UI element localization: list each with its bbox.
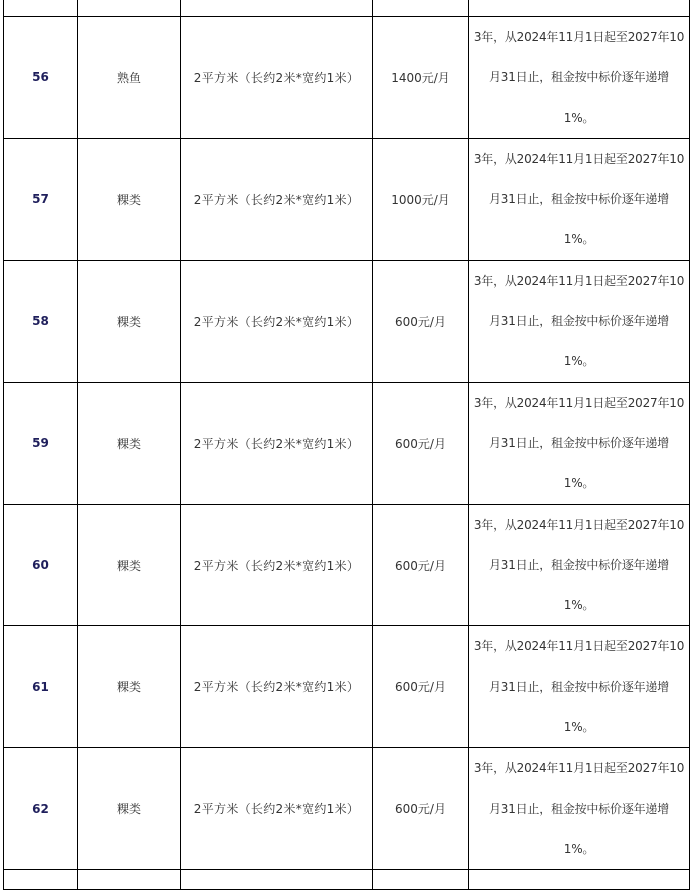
stall-area: 2平方米（长约2米*宽约1米） xyxy=(181,626,373,748)
cell-empty xyxy=(4,870,78,890)
row-number: 57 xyxy=(4,138,78,260)
lease-term-line: 3年，从2024年11月1日起至2027年10 xyxy=(473,639,685,654)
cell-empty xyxy=(4,0,78,17)
lease-term-line: 1%。 xyxy=(563,841,595,856)
lease-term-line: 月31日止，租金按中标价逐年递增 xyxy=(488,435,670,450)
monthly-rent: 600元/月 xyxy=(373,626,469,748)
monthly-rent: 1000元/月 xyxy=(373,138,469,260)
table-row xyxy=(4,748,690,870)
lease-term-line: 月31日止，租金按中标价逐年递增 xyxy=(488,70,670,85)
lease-term xyxy=(469,17,690,139)
stall-category: 粿类 xyxy=(78,748,181,870)
table-row xyxy=(4,260,690,382)
table-row xyxy=(4,504,690,626)
stall-area: 2平方米（长约2米*宽约1米） xyxy=(181,260,373,382)
lease-term-line: 月31日止，租金按中标价逐年递增 xyxy=(488,679,670,694)
stall-rental-table xyxy=(3,0,690,890)
lease-term-line: 3年，从2024年11月1日起至2027年10 xyxy=(473,395,685,410)
stall-category: 粿类 xyxy=(78,382,181,504)
row-number: 56 xyxy=(4,17,78,139)
row-number: 61 xyxy=(4,626,78,748)
stall-area: 2平方米（长约2米*宽约1米） xyxy=(181,504,373,626)
stall-category: 熟鱼 xyxy=(78,17,181,139)
table-row xyxy=(4,626,690,748)
row-number: 60 xyxy=(4,504,78,626)
lease-term-line: 3年，从2024年11月1日起至2027年10 xyxy=(473,30,685,44)
lease-term xyxy=(469,626,690,748)
row-number: 58 xyxy=(4,260,78,382)
cell-empty xyxy=(373,0,469,17)
lease-term-line: 1%。 xyxy=(563,110,595,125)
lease-term-line: 3年，从2024年11月1日起至2027年10 xyxy=(473,151,685,166)
stall-area: 2平方米（长约2米*宽约1米） xyxy=(181,382,373,504)
lease-term-line: 1%。 xyxy=(563,354,595,369)
lease-term xyxy=(469,260,690,382)
lease-term xyxy=(469,382,690,504)
monthly-rent: 600元/月 xyxy=(373,382,469,504)
cell-empty xyxy=(373,870,469,890)
lease-term-line: 3年，从2024年11月1日起至2027年10 xyxy=(473,273,685,288)
table-row-partial-bottom xyxy=(4,870,690,890)
monthly-rent: 600元/月 xyxy=(373,504,469,626)
lease-term xyxy=(469,504,690,626)
table-row xyxy=(4,382,690,504)
table-row-partial-top xyxy=(4,0,690,17)
lease-term-line: 1%。 xyxy=(563,476,595,491)
row-number: 59 xyxy=(4,382,78,504)
stall-area: 2平方米（长约2米*宽约1米） xyxy=(181,138,373,260)
stall-area: 2平方米（长约2米*宽约1米） xyxy=(181,17,373,139)
lease-term-line: 月31日止，租金按中标价逐年递增 xyxy=(488,801,670,816)
lease-term xyxy=(469,138,690,260)
stall-category: 粿类 xyxy=(78,626,181,748)
lease-term xyxy=(469,748,690,870)
lease-term-line: 3年，从2024年11月1日起至2027年10 xyxy=(473,517,685,532)
lease-term-line: 3年，从2024年11月1日起至2027年10 xyxy=(473,761,685,776)
stall-category: 粿类 xyxy=(78,504,181,626)
stall-category: 粿类 xyxy=(78,260,181,382)
stall-area: 2平方米（长约2米*宽约1米） xyxy=(181,748,373,870)
cell-empty xyxy=(181,870,373,890)
lease-term-line: 1%。 xyxy=(563,598,595,613)
lease-term-line: 1%。 xyxy=(563,232,595,247)
cell-empty xyxy=(78,870,181,890)
table-row xyxy=(4,138,690,260)
monthly-rent: 600元/月 xyxy=(373,260,469,382)
lease-term-line: 月31日止，租金按中标价逐年递增 xyxy=(488,192,670,207)
row-number: 62 xyxy=(4,748,78,870)
lease-term-line: 月31日止，租金按中标价逐年递增 xyxy=(488,557,670,572)
monthly-rent: 600元/月 xyxy=(373,748,469,870)
cell-empty xyxy=(469,870,690,890)
stall-category: 粿类 xyxy=(78,138,181,260)
cell-empty xyxy=(181,0,373,17)
lease-term-line: 1%。 xyxy=(563,720,595,735)
lease-term-line: 月31日止，租金按中标价逐年递增 xyxy=(488,314,670,329)
table-row xyxy=(4,17,690,139)
monthly-rent: 1400元/月 xyxy=(373,17,469,139)
cell-empty xyxy=(469,0,690,17)
cell-empty xyxy=(78,0,181,17)
